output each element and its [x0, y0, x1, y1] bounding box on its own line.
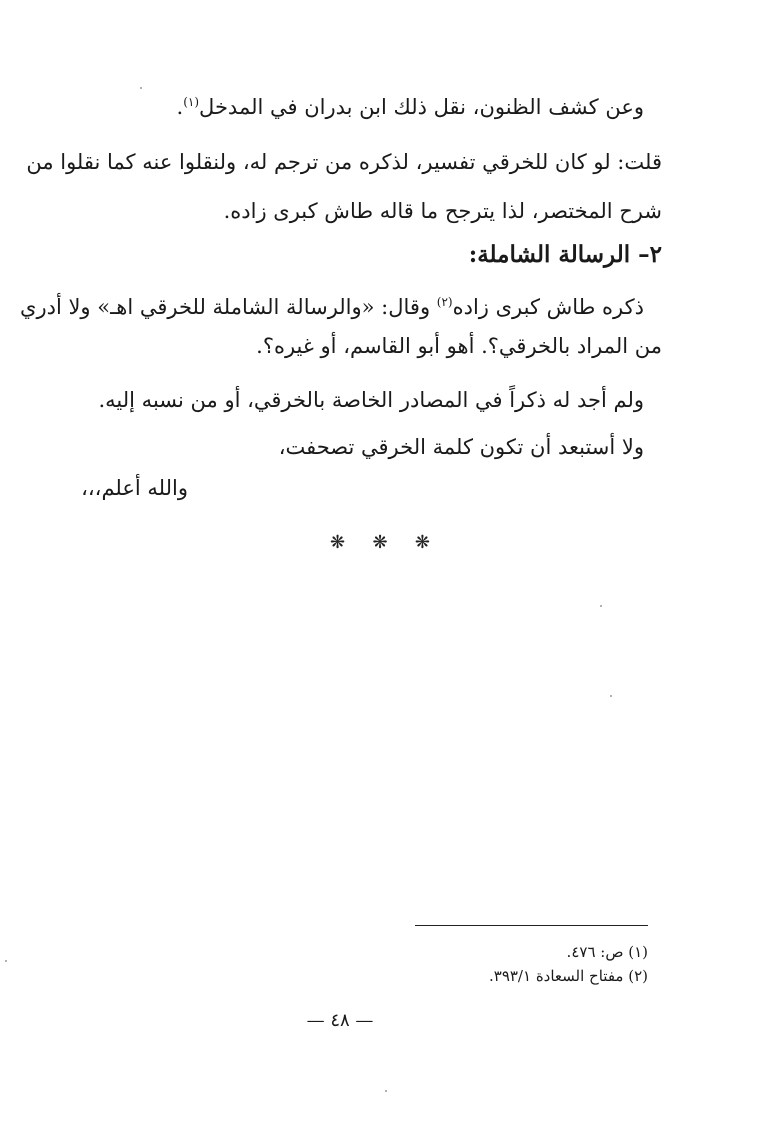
- paragraph-3-text-b: وقال: «والرسالة الشاملة للخرقي اهـ» ولا أدري: [20, 295, 437, 319]
- scan-speck: [600, 605, 602, 607]
- paragraph-3-line-1: [20, 292, 644, 322]
- scan-speck: [140, 87, 142, 89]
- paragraph-1-text: وعن كشف الظنون، نقل ذلك ابن بدران في المدخل: [199, 95, 644, 119]
- scan-speck: [385, 1090, 387, 1092]
- separator-star-icon: ❋: [372, 532, 388, 553]
- separator-star-icon: ❋: [414, 532, 430, 553]
- page-number: — ٤٨ —: [306, 1010, 374, 1031]
- paragraph-2-line-1: قلت: لو كان للخرقي تفسير، لذكره من ترجم له، ولنقلوا عنه كما نقلوا من: [26, 150, 662, 174]
- section-separator: [330, 532, 430, 553]
- scan-speck: [610, 695, 612, 697]
- footnote-ref-2: (٢): [436, 295, 453, 309]
- footnote-ref-1: (١): [183, 95, 200, 109]
- paragraph-3-text-a: ذكره طاش كبرى زاده: [452, 295, 644, 319]
- scan-speck: [5, 960, 7, 962]
- section-heading: ٢– الرسالة الشاملة:: [468, 241, 662, 268]
- paragraph-1-end: .: [176, 95, 184, 119]
- footnote-divider: [415, 925, 648, 926]
- paragraph-4: ولم أجد له ذكراً في المصادر الخاصة بالخرقي، أو من نسبه إليه.: [98, 388, 644, 412]
- paragraph-2-line-2: شرح المختصر، لذا يترجح ما قاله طاش كبرى زاده.: [223, 199, 662, 223]
- separator-star-icon: ❋: [330, 532, 346, 553]
- paragraph-6: والله أعلم،،،: [81, 476, 188, 500]
- paragraph-5: ولا أستبعد أن تكون كلمة الخرقي تصحفت،: [278, 435, 644, 459]
- footnote-2: (٢) مفتاح السعادة ٣٩٣/١.: [488, 967, 648, 985]
- paragraph-1: [177, 92, 644, 122]
- footnote-1: (١) ص: ٤٧٦.: [566, 943, 648, 961]
- paragraph-3-line-2: من المراد بالخرقي؟. أهو أبو القاسم، أو غيره؟.: [256, 334, 662, 358]
